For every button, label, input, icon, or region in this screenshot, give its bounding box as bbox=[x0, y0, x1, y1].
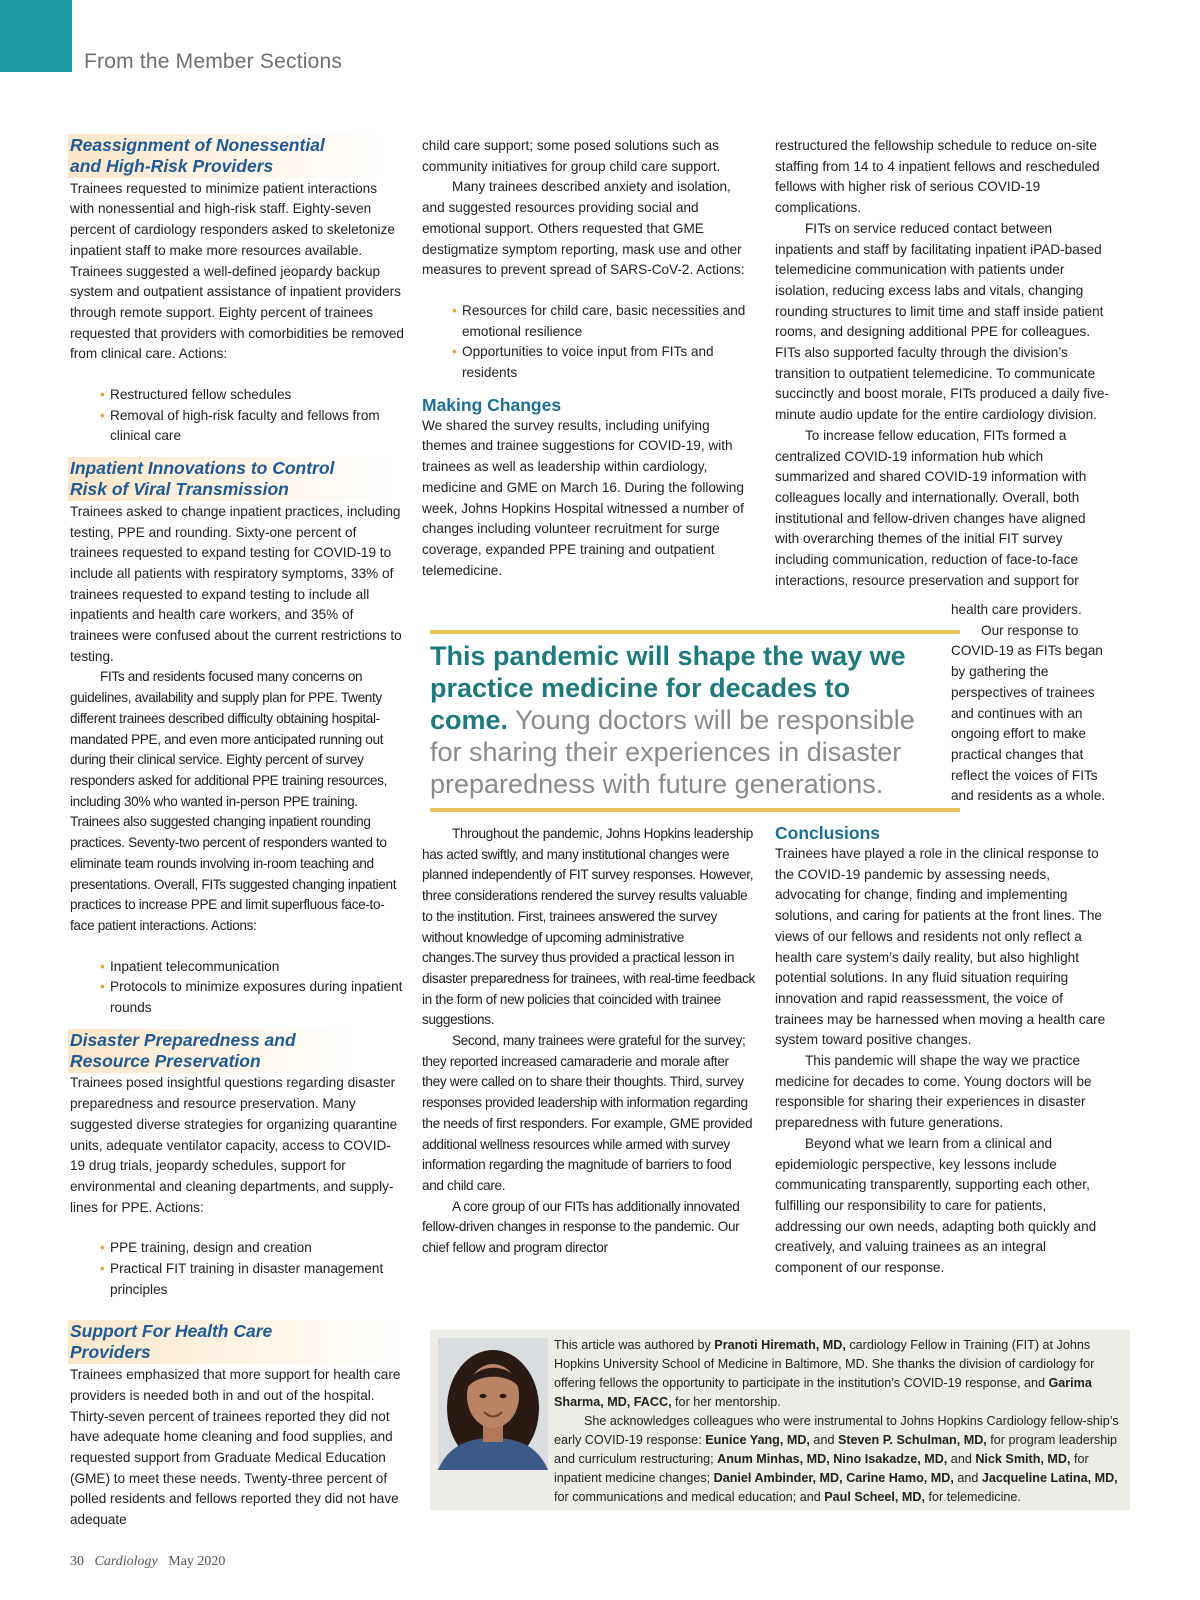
section-header: From the Member Sections bbox=[84, 50, 343, 73]
paragraph: FITs on service reduced contact between inpatients and staff by facilitating inpatient iPAD-based telemedicine communication with patients under isolation, reducing excess labs and vitals, changing rounding structures to limit time and staff inside patient rooms, and designing additional PPE for colleagues. FITs also supported faculty through the division’s transition to outpatient telemedicine. To communicate succinctly and boost morale, FITs produced a daily five-minute audio update for the entire cardiology division. bbox=[775, 220, 1109, 423]
paragraph: Trainees posed insightful questions regarding disaster preparedness and resource preservation. Many suggested diverse strategies for organizing quarantine units, adequate ventilator capacity, access to COVID-19 drug trials, jeopardy schedules, support for environmental and cleaning departments, and supply-lines for PPE. Actions: bbox=[70, 1075, 398, 1215]
subhead-inpatient-innovations: Inpatient Innovations to Control Risk of Viral Transmission bbox=[68, 457, 394, 501]
right-column-conclusions bbox=[775, 822, 1109, 1279]
page-footer bbox=[70, 1554, 225, 1570]
paragraph: We shared the survey results, including unifying themes and trainee suggestions for COVID-19, with trainees as well as leadership within cardiology, medicine and GME on March 16. During the following week, Johns Hopkins Hospital witnessed a number of changes including volunteer recruitment for surge coverage, expanded PPE training and outpatient telemedicine. bbox=[422, 417, 744, 578]
list-item: • Inpatient telecommunication bbox=[100, 957, 404, 978]
paragraph: Trainees have played a role in the clinical response to the COVID-19 pandemic by assessing needs, advocating for change, finding and implementing solutions, and caring for patients at the front lines. The views of our fellows and residents not only reflect a health care system’s daily reality, but also highlight potential solutions. In any fluid situation requiring innovation and rapid reassessment, the voice of trainees may be harnessed when moving a health care system toward positive changes. bbox=[775, 846, 1106, 1048]
action-list bbox=[70, 957, 404, 1019]
right-column-upper bbox=[775, 136, 1109, 591]
list-item: • Protocols to minimize exposures during inpatient rounds bbox=[100, 977, 404, 1018]
author-photo bbox=[438, 1338, 548, 1470]
paragraph: To increase fellow education, FITs formed a centralized COVID-19 information hub which summarized and shared COVID-19 information with colleagues locally and internationally. Overall, both institutional and fellow-driven changes have aligned with overarching themes of the initial FIT survey including communication, reduction of face-to-face interactions, resource preservation and support for bbox=[775, 427, 1087, 588]
paragraph: child care support; some posed solutions such as community initiatives for group child care support. bbox=[422, 138, 721, 174]
list-item: • PPE training, design and creation bbox=[100, 1238, 404, 1259]
pull-quote-bold: This pandemic will shape the way we practice medicine for decades to come. bbox=[430, 641, 906, 735]
making-changes-heading: Making Changes bbox=[422, 394, 562, 415]
middle-column-lower bbox=[422, 824, 756, 1259]
middle-column-upper bbox=[422, 136, 756, 581]
author-name: Pranoti Hiremath, MD, bbox=[714, 1338, 846, 1352]
action-list bbox=[422, 301, 756, 384]
paragraph: Beyond what we learn from a clinical and epidemiologic perspective, key lessons include communicating transparently, supporting each other, fulfilling our responsibility to care for patients, addressing our own needs, adapting both quickly and creatively, and valuing trainees as an integral component of our response. bbox=[775, 1135, 1097, 1276]
action-list bbox=[70, 385, 404, 447]
paragraph: Trainees emphasized that more support for health care providers is needed both in and out of the hospital. Thirty-seven percent of trainees reported they did not have adequate home cleaning and food supplies, and requested support from Graduate Medical Education (GME) to meet these needs. Twenty-three percent of polled residents and fellows reported they did not have adequate bbox=[70, 1367, 401, 1528]
subhead-reassignment: Reassignment of Nonessential and High-Risk Providers bbox=[68, 134, 385, 178]
list-item: • Removal of high-risk faculty and fellows from clinical care bbox=[100, 406, 404, 447]
issue-date: May 2020 bbox=[168, 1554, 226, 1569]
paragraph: Throughout the pandemic, Johns Hopkins leadership has acted swiftly, and many institutional changes were planned independently of FIT survey responses. However, three considerations rendered the survey results valuable to the institution. First, trainees answered the survey without knowledge of upcoming administrative changes.The survey thus provided a practical lesson in disaster preparedness for trainees, with real-time feedback in the form of new policies that coincided with trainee suggestions. bbox=[422, 826, 755, 1028]
subhead-disaster-preparedness: Disaster Preparedness and Resource Preservation bbox=[68, 1029, 356, 1073]
list-item: • Restructured fellow schedules bbox=[100, 385, 404, 406]
paragraph: Our response to COVID-19 as FITs began by gathering the perspectives of trainees and continues with an ongoing effort to make practical changes that reflect the voices of FITs and residents as a whole. bbox=[951, 622, 1106, 804]
paragraph: health care providers. bbox=[951, 602, 1082, 617]
magazine-name: Cardiology bbox=[94, 1554, 158, 1569]
list-item: • Practical FIT training in disaster management principles bbox=[100, 1259, 404, 1300]
paragraph: This pandemic will shape the way we practice medicine for decades to come. Young doctors will be responsible for sharing their experiences in disaster preparedness with future generations. bbox=[775, 1053, 1092, 1131]
right-column-narrow bbox=[951, 600, 1111, 807]
section-color-tab bbox=[0, 0, 72, 72]
author-bio-text: This article was authored by Pranoti Hiremath, MD, cardiology Fellow in Training (FIT) at Johns Hopkins University School of Medicine in Baltimore, MD. She thanks the division of cardiology for offering fellows the opportunity to participate in the institution’s COVID-19 response, and Garima Sharma, MD, FACC, for her mentorship. She acknowledges colleagues who were instrumental to Johns Hopkins Cardiology fellow-ship’s early COVID-19 response: Eunice Yang, MD, and Steven P. Schulman, MD, for program leadership and curriculum restructuring; Anum Minhas, MD, Nino Isakadze, MD, and Nick Smith, MD, for inpatient medicine changes; Daniel Ambinder, MD, Carine Hamo, MD, and Jacqueline Latina, MD, for communications and medical education; and Paul Scheel, MD, for telemedicine. bbox=[554, 1338, 1119, 1504]
conclusions-heading: Conclusions bbox=[775, 823, 881, 843]
author-bio-box bbox=[430, 1330, 1130, 1510]
list-item: • Opportunities to voice input from FITs and residents bbox=[452, 342, 756, 383]
action-list bbox=[70, 1238, 404, 1300]
paragraph: FITs and residents focused many concerns on guidelines, availability and supply plan for PPE. Twenty different trainees described difficulty obtaining hospital-mandated PPE, and even more anticipated running out during their clinical service. Eighty percent of survey responders asked for additional PPE training resources, including 30% who wanted in-person PPE training. Trainees also suggested changing inpatient rounding practices. Seventy-two percent of responders wanted to eliminate team rounds involving in-room teaching and presentations. Overall, FITs suggested changing inpatient practices to increase PPE and limit superfluous face-to-face patient interactions. Actions: bbox=[70, 669, 397, 933]
pull-quote bbox=[430, 630, 960, 812]
paragraph: Many trainees described anxiety and isolation, and suggested resources providing social and emotional support. Others requested that GME destigmatize symptom reporting, mask use and other measures to prevent spread of SARS-CoV-2. Actions: bbox=[422, 179, 745, 278]
page-number: 30 bbox=[70, 1554, 84, 1569]
paragraph: Second, many trainees were grateful for the survey; they reported increased camaraderie and morale after they were called on to share their thoughts. Third, survey responses provided leadership with information regarding the needs of first responders. For example, GME provided additional wellness resources while armed with survey information regarding the magnitude of barriers to food and child care. bbox=[422, 1033, 753, 1193]
paragraph: Trainees requested to minimize patient interactions with nonessential and high-risk staff. Eighty-seven percent of cardiology responders asked to skeletonize inpatient staff to make more resources available. Trainees suggested a well-defined jeopardy backup system and outpatient assistance of inpatient providers through remote support. Eighty percent of trainees requested that providers with comorbidities be removed from clinical care. Actions: bbox=[70, 180, 404, 362]
left-column bbox=[70, 134, 404, 1531]
paragraph: Trainees asked to change inpatient practices, including testing, PPE and rounding. Sixty-one percent of trainees requested to expand testing for COVID-19 to include all patients with respiratory symptoms, 33% of trainees requested to expand testing to include all inpatients and health care workers, and 35% of trainees were confused about the current restrictions to testing. bbox=[70, 503, 402, 664]
mentor-name: Garima Sharma, MD, FACC, bbox=[554, 1376, 1092, 1409]
paragraph: restructured the fellowship schedule to reduce on-site staffing from 14 to 4 inpatient fellows and rescheduled fellows with higher risk of serious COVID-19 complications. bbox=[775, 138, 1100, 216]
pull-quote-text: Young doctors will be responsible for sharing their experiences in disaster preparedness with future generations. bbox=[430, 705, 915, 799]
paragraph: A core group of our FITs has additionally innovated fellow-driven changes in response to the pandemic. Our chief fellow and program director bbox=[422, 1198, 740, 1256]
subhead-support-providers: Support For Health Care Providers bbox=[68, 1320, 404, 1364]
list-item: • Resources for child care, basic necessities and emotional resilience bbox=[452, 301, 756, 342]
